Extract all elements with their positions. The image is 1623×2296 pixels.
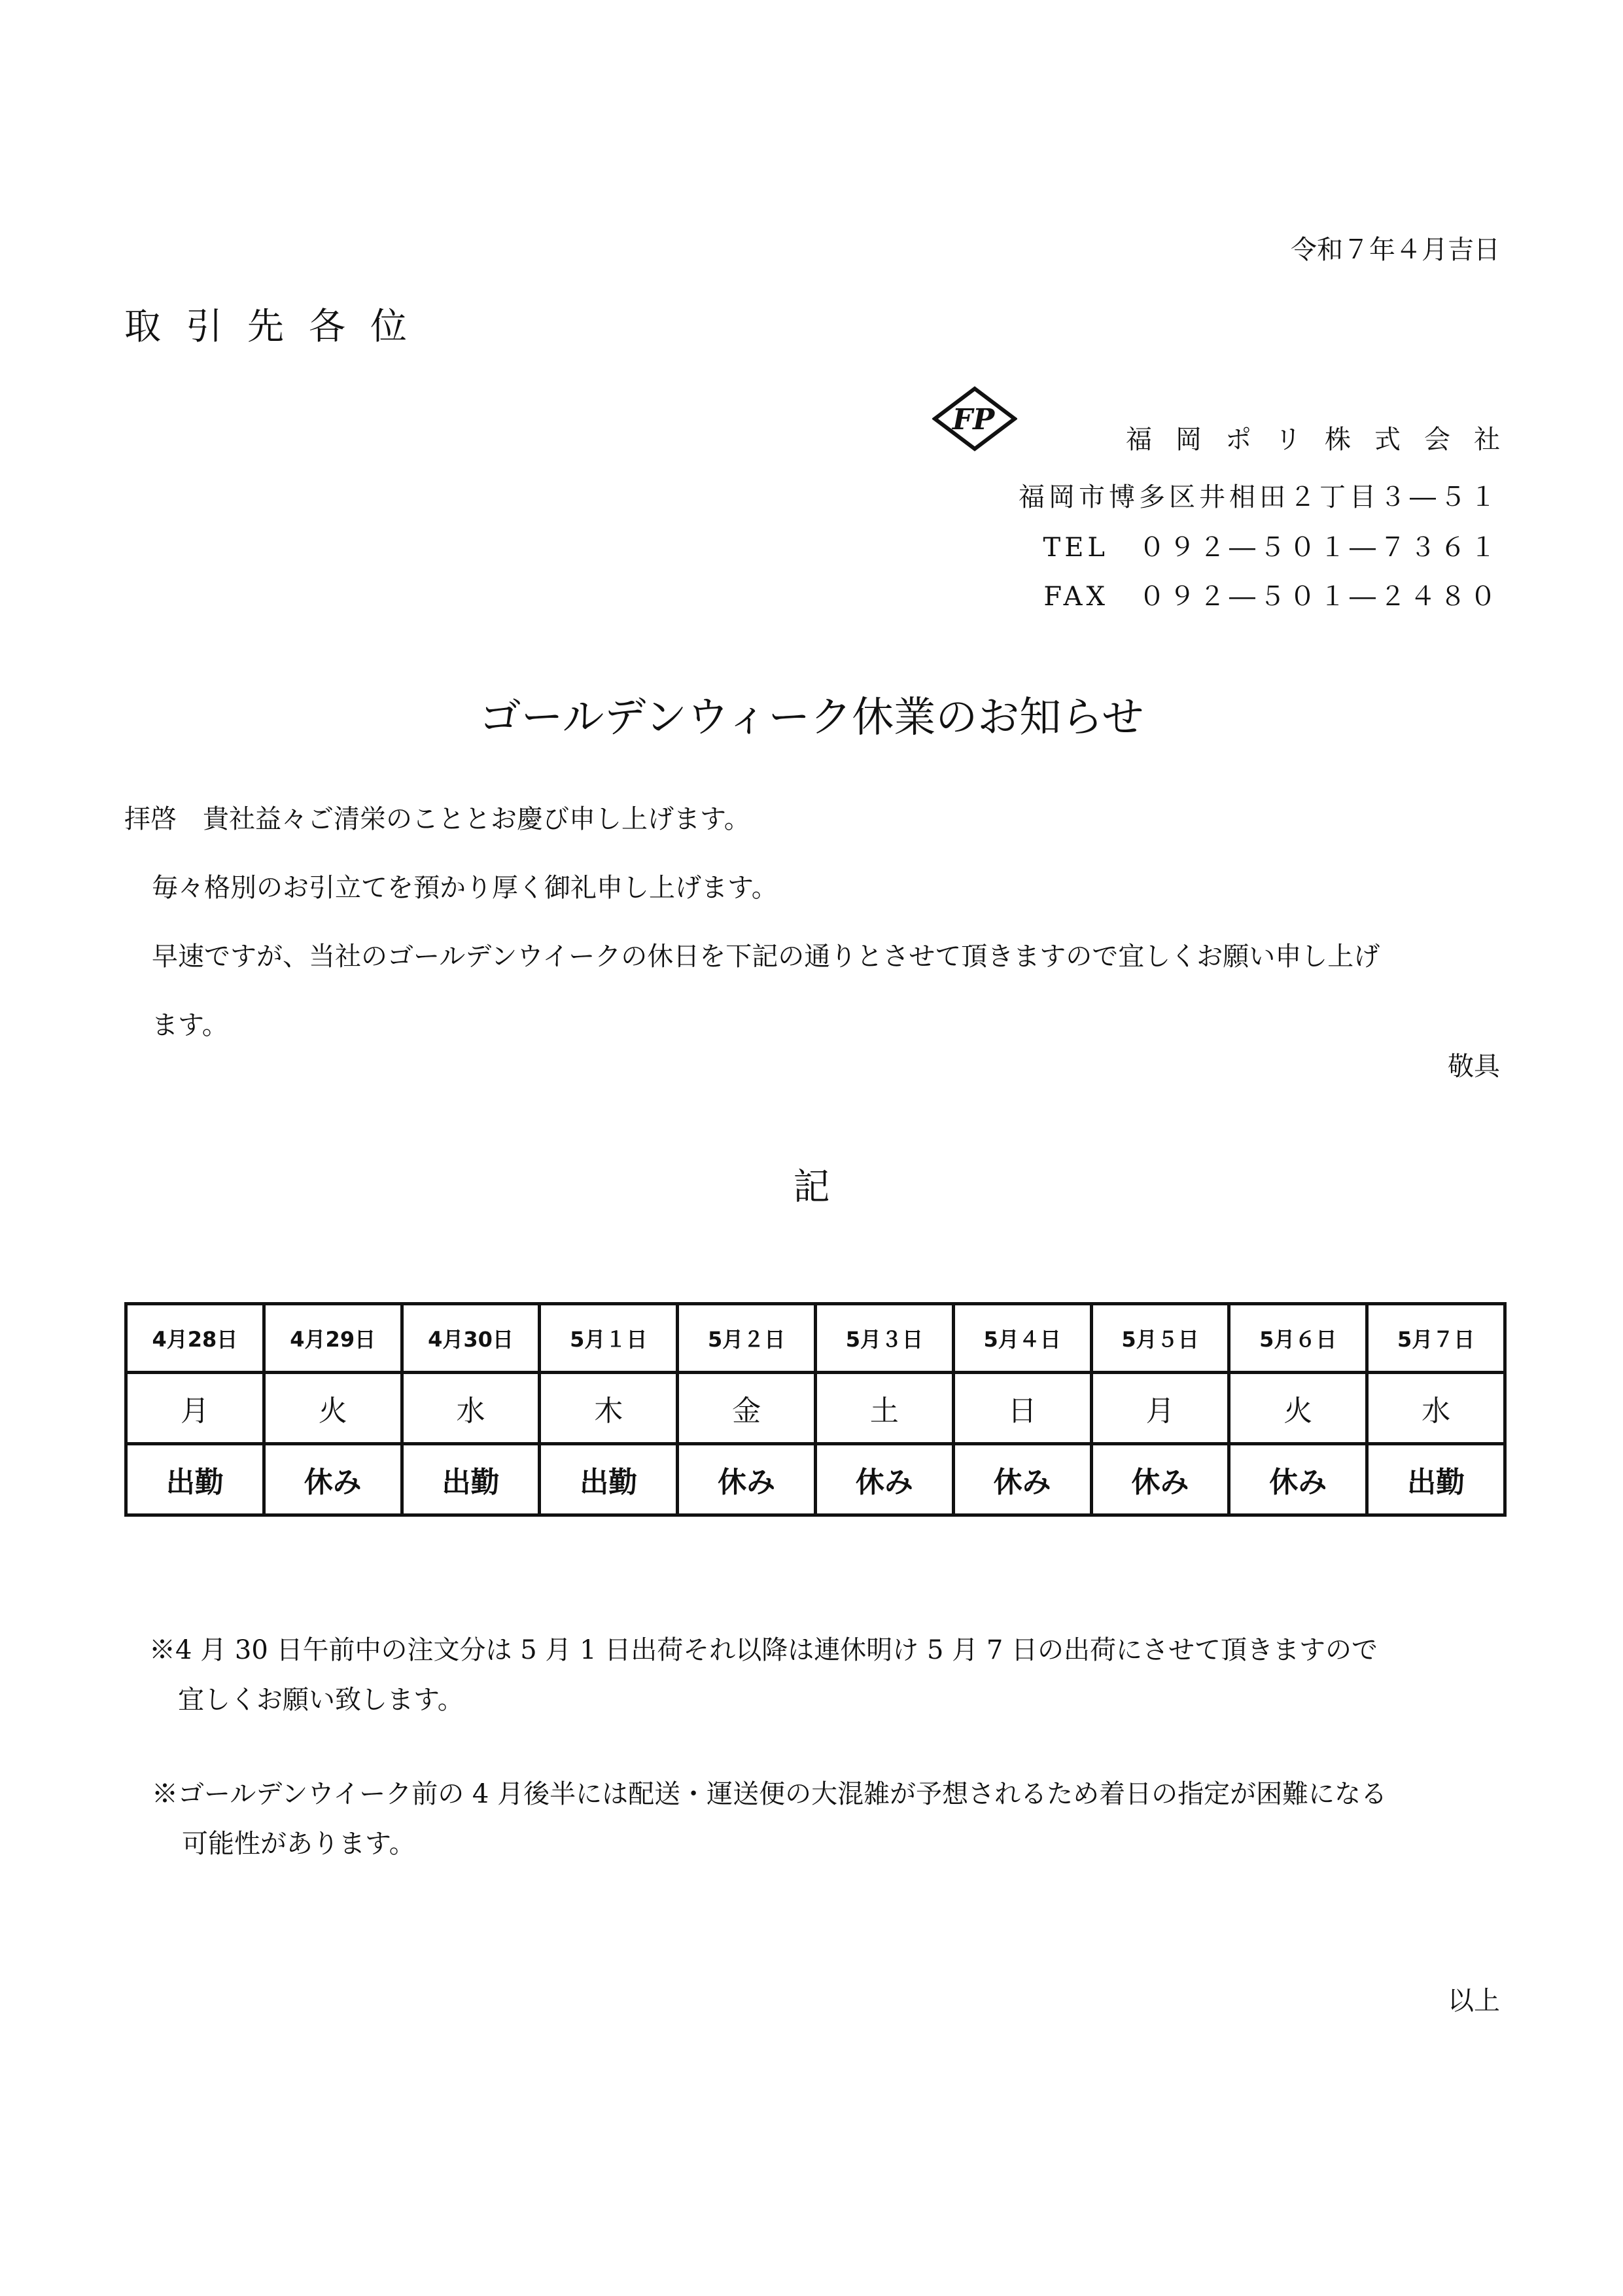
schedule-weekday-cell: 金 (678, 1373, 816, 1444)
body-paragraph-3: 早速ですが、当社のゴールデンウイークの休日を下記の通りとさせて頂きますので宜しくお願い申し上げ (152, 942, 1380, 972)
schedule-weekday-cell: 土 (815, 1373, 953, 1444)
schedule-status-row (126, 1444, 1505, 1515)
schedule-date-cell: 4月29日 (264, 1304, 402, 1373)
company-logo (932, 386, 1017, 451)
document-title: ゴールデンウィーク休業のお知らせ (479, 694, 1144, 742)
schedule-date-cell: 5月５日 (1091, 1304, 1229, 1373)
holiday-schedule-table (124, 1302, 1507, 1517)
schedule-status-cell: 出勤 (402, 1444, 540, 1515)
schedule-status-cell: 出勤 (126, 1444, 264, 1515)
schedule-date-row (126, 1304, 1505, 1373)
schedule-date-cell: 5月４日 (953, 1304, 1091, 1373)
schedule-weekday-cell: 火 (1229, 1373, 1367, 1444)
ki-heading: 記 (793, 1166, 830, 1209)
recipient: 取引先各位 (124, 306, 432, 348)
schedule-weekday-row (126, 1373, 1505, 1444)
schedule-status-cell: 休み (678, 1444, 816, 1515)
body-paragraph-2: 毎々格別のお引立てを預かり厚く御礼申し上げます。 (152, 873, 778, 903)
schedule-status-cell: 休み (953, 1444, 1091, 1515)
schedule-weekday-cell: 月 (1091, 1373, 1229, 1444)
schedule-date-cell: 5月３日 (815, 1304, 953, 1373)
company-address: 福岡市博多区井相田２丁目３―５１ (1019, 482, 1500, 512)
company-name: 福岡ポリ株式会社 (1126, 425, 1524, 455)
schedule-weekday-cell: 水 (1367, 1373, 1505, 1444)
schedule-date-cell: 5月６日 (1229, 1304, 1367, 1373)
note-1-line-1: ※4 月 30 日午前中の注文分は 5 月 1 日出荷それ以降は連休明け 5 月 7 日の出荷にさせて頂きますので (149, 1635, 1378, 1665)
schedule-status-cell: 休み (1091, 1444, 1229, 1515)
closing-ijou: 以上 (1448, 1986, 1500, 2016)
company-fax: FAX ０９２―５０１―２４８０ (1043, 582, 1500, 612)
schedule-weekday-cell: 火 (264, 1373, 402, 1444)
schedule-date-cell: 5月７日 (1367, 1304, 1505, 1373)
schedule-date-cell: 4月28日 (126, 1304, 264, 1373)
schedule-weekday-cell: 木 (540, 1373, 678, 1444)
schedule-status-cell: 出勤 (1367, 1444, 1505, 1515)
schedule-date-cell: 4月30日 (402, 1304, 540, 1373)
schedule-status-cell: 出勤 (540, 1444, 678, 1515)
schedule-status-cell: 休み (264, 1444, 402, 1515)
schedule-status-cell: 休み (1229, 1444, 1367, 1515)
schedule-weekday-cell: 水 (402, 1373, 540, 1444)
schedule-weekday-cell: 日 (953, 1373, 1091, 1444)
note-2-line-1: ※ゴールデンウイーク前の 4 月後半には配送・運送便の大混雑が予想されるため着日の指定が困難になる (152, 1779, 1387, 1809)
closing-keigu: 敬具 (1448, 1051, 1500, 1082)
body-paragraph-1: 拝啓 貴社益々ご清栄のこととお慶び申し上げます。 (124, 804, 750, 834)
document-date: 令和７年４月吉日 (1291, 235, 1500, 265)
svg-text:FP: FP (952, 403, 995, 436)
note-2-line-2: 可能性があります。 (182, 1829, 415, 1859)
schedule-status-cell: 休み (815, 1444, 953, 1515)
schedule-date-cell: 5月２日 (678, 1304, 816, 1373)
note-1-line-2: 宜しくお願い致します。 (178, 1685, 464, 1715)
body-paragraph-4: ます。 (152, 1010, 228, 1040)
schedule-weekday-cell: 月 (126, 1373, 264, 1444)
company-tel: TEL ０９２―５０１―７３６１ (1043, 533, 1500, 563)
schedule-date-cell: 5月１日 (540, 1304, 678, 1373)
